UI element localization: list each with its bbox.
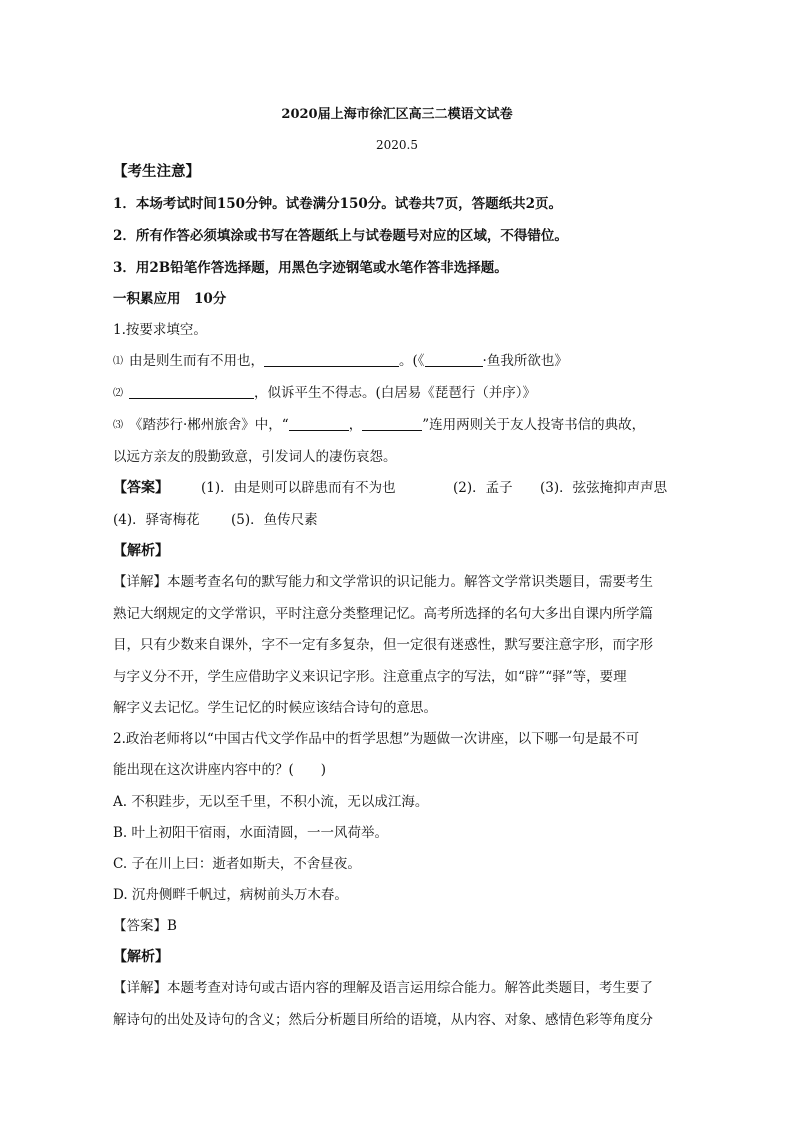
q1-detail-2: 熟记大纲规定的文学常识，平时注意分类整理记忆。高考所选择的名句大多出自课内所学篇 (113, 606, 653, 622)
document-date: 2020.5 (376, 138, 418, 152)
q1-analysis-label: 【解析】 (113, 543, 169, 559)
q2-detail-1: 【详解】本题考查对诗句或古语内容的理解及语言运用综合能力。解答此类题目，考生要了 (113, 980, 653, 996)
q1-line-1-text-b: 。(《 (399, 353, 425, 369)
q2-answer: 【答案】B (113, 918, 177, 934)
blank-5 (362, 416, 422, 431)
notice-item-2: 2．所有作答必须填涂或书写在答题纸上与试卷题号对应的区域，不得错位。 (113, 228, 568, 244)
q1-line-1 (113, 351, 568, 372)
q2-detail-2: 解诗句的出处及诗句的含义；然后分析题目所给的语境，从内容、对象、感情色彩等角度分 (113, 1012, 653, 1028)
q1-line-2 (113, 383, 536, 404)
q1-detail-1: 【详解】本题考查名句的默写能力和文学常识的识记能力。解答文学常识类题目，需要考生 (113, 574, 653, 590)
q1-line-1-number: ⑴ (113, 356, 123, 367)
q2-option-a: A. 不积跬步，无以至千里，不积小流，无以成江海。 (113, 794, 429, 810)
q1-answer-row-1 (113, 478, 667, 498)
notice-item-1: 1．本场考试时间150分钟。试卷满分150分。试卷共7页，答题纸共2页。 (113, 196, 563, 212)
q2-stem-1: 2.政治老师将以“中国古代文学作品中的哲学思想”为题做一次讲座，以下哪一句是最不可 (113, 731, 640, 747)
q1-answer-3: (3)．弦弦掩抑声声思 (540, 480, 668, 496)
q1-line-2-number: ⑵ (113, 388, 123, 399)
q1-line-3-text-c: ”连用两则关于友人投寄书信的典故， (422, 417, 646, 433)
notice-item-3: 3．用2B铅笔作答选择题，用黑色字迹钢笔或水笔作答非选择题。 (113, 260, 508, 276)
q1-line-1-text-c: ·鱼我所欲也》 (482, 353, 568, 369)
q1-detail-3: 目，只有少数来自课外，字不一定有多复杂，但一定很有迷惑性，默写要注意字形，而字形 (113, 637, 653, 653)
q1-line-3-text-b: ， (348, 417, 363, 433)
q1-stem: 1.按要求填空。 (113, 322, 207, 338)
q2-stem-2: 能出现在这次讲座内容中的？( ) (113, 762, 327, 778)
q2-option-b: B. 叶上初阳干宿雨，水面清圆，一一风荷举。 (113, 825, 389, 841)
blank-3 (129, 384, 254, 399)
q1-answer-1: (1)．由是则可以辟患而有不为也 (201, 480, 396, 496)
q2-option-d: D. 沉舟侧畔千帆过，病树前头万木春。 (113, 887, 348, 903)
q1-line-3-number: ⑶ (113, 420, 123, 431)
q2-option-c: C. 子在川上曰：逝者如斯夫，不舍昼夜。 (113, 856, 361, 872)
document-title: 2020届上海市徐汇区高三二模语文试卷 (281, 107, 513, 122)
q1-answer-label: 【答案】 (113, 480, 169, 496)
q1-line-3 (113, 415, 645, 436)
q1-line-2-text: ，似诉平生不得志。(白居易《琵琶行（并序）》 (254, 385, 537, 401)
q1-answer-4: (4)．驿寄梅花 (113, 512, 200, 528)
blank-2 (425, 352, 483, 367)
section-heading: 一积累应用 10分 (113, 291, 227, 307)
notice-header: 【考生注意】 (113, 164, 200, 180)
q2-analysis-label: 【解析】 (113, 949, 169, 965)
q1-answer-row-2 (113, 510, 318, 530)
blank-1 (264, 352, 399, 367)
blank-4 (289, 416, 349, 431)
q1-line-3-cont: 以远方亲友的殷勤致意，引发词人的凄伤哀怨。 (113, 449, 397, 465)
q1-detail-5: 解字义去记忆。学生记忆的时候应该结合诗句的意思。 (113, 700, 437, 716)
q1-answer-2: (2)．孟子 (453, 480, 513, 496)
q1-line-3-text: 《踏莎行·郴州旅舍》中，“ (129, 417, 289, 433)
q1-line-1-text: 由是则生而有不用也， (129, 353, 264, 369)
q1-detail-4: 与字义分不开，学生应借助字义来识记字形。注意重点字的写法，如“辟”“驿”等，要理 (113, 669, 627, 685)
q1-answer-5: (5)．鱼传尺素 (231, 512, 318, 528)
